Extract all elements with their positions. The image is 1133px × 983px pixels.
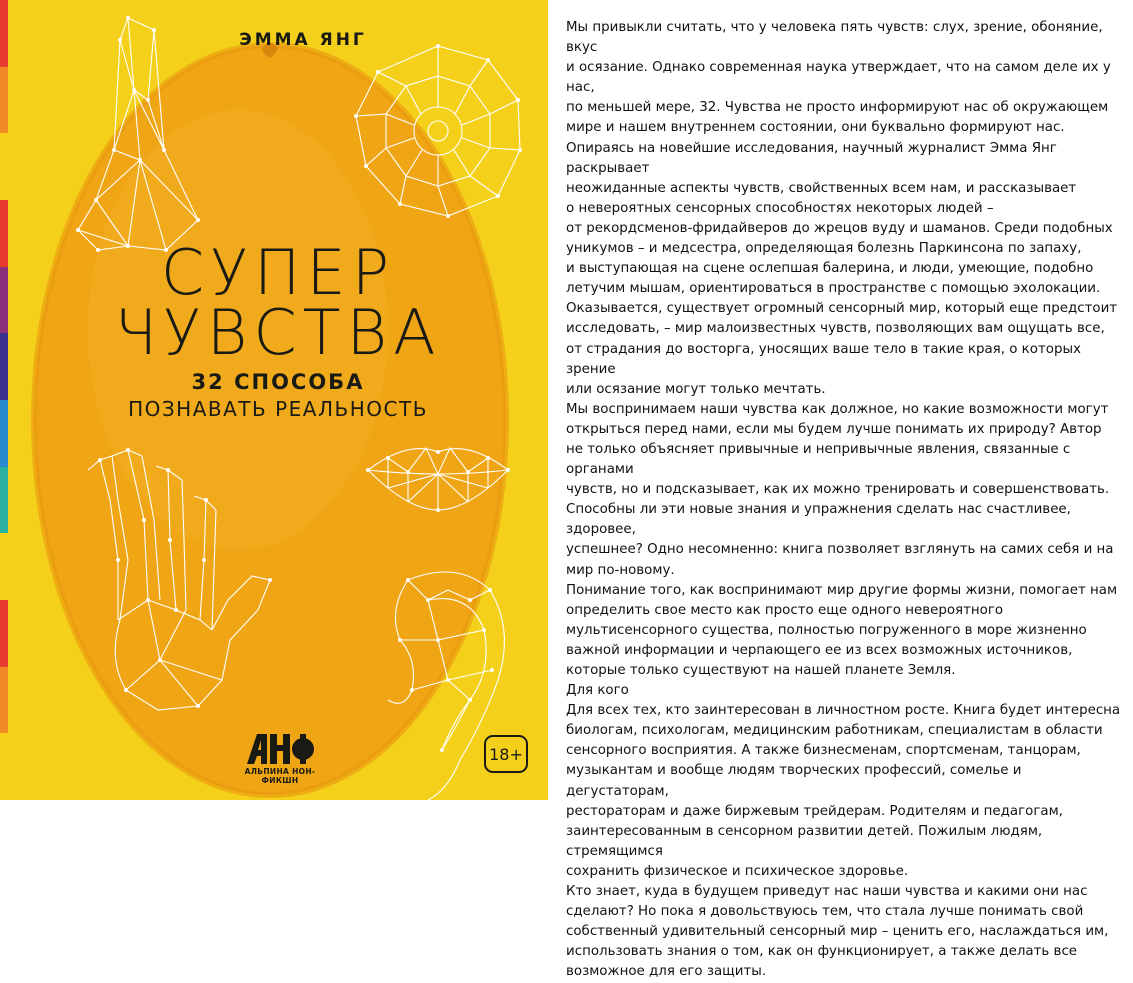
description-line: важной информации и черпающего ее из всех возможных источников, — [566, 642, 1073, 658]
subtitle-line-1: 32 СПОСОБА — [191, 370, 365, 394]
description-line: сделают? Но пока я довольствуюсь тем, что стала лучше понимать свой — [566, 904, 1084, 920]
description-line: не только объясняет привычные и непривычные явления, связанные с органами — [566, 441, 1071, 478]
color-strip-segment — [0, 0, 8, 67]
description-line: Понимание того, как воспринимают мир другие формы жизни, помогает нам — [566, 582, 1118, 598]
color-strip-segment — [0, 600, 8, 667]
description-line: Для всех тех, кто заинтересован в личностном росте. Книга будет интересна — [566, 703, 1121, 719]
description-line: от рекордсменов-фридайверов до жрецов вуду и шаманов. Среди подобных — [566, 220, 1113, 236]
color-strip-segment — [0, 667, 8, 734]
color-strip-segment — [0, 400, 8, 467]
description-line: использовать знания о том, как он функционирует, а также делать все — [566, 944, 1078, 960]
description-line: неожиданные аспекты чувств, свойственных всем нам, и рассказывает — [566, 180, 1077, 196]
description-line: и осязание. Однако современная наука утверждает, что на самом деле их у нас, — [566, 60, 1111, 96]
color-strip-segment — [0, 467, 8, 534]
description-line: рестораторам и даже биржевым трейдерам. Родителям и педагогам, — [566, 803, 1063, 819]
description-line: о невероятных сенсорных способностях некоторых людей – — [566, 200, 994, 216]
color-strip-segment — [0, 67, 8, 134]
description-line: летучим мышам, ориентироваться в пространстве с помощью эхолокации. — [566, 281, 1101, 297]
description-line: исследовать, – мир малоизвестных чувств, позволяющих вам ощущать все, — [566, 321, 1105, 337]
description-line: уникумов – и медсестра, определяющая болезнь Паркинсона по запаху, — [566, 241, 1082, 257]
description-line: сенсорного восприятия. А также бизнесменам, спортсменам, танцорам, — [566, 743, 1081, 759]
description-line: музыкантам и вообще людям творческих профессий, сомелье и дегустаторам, — [566, 763, 1022, 799]
color-strip-segment — [0, 200, 8, 267]
publisher-logo-icon — [245, 732, 315, 766]
publisher-caption: АЛЬПИНА НОН-ФИКШН — [244, 767, 316, 785]
age-rating-badge: 18+ — [484, 735, 528, 773]
description-line: открыться перед нами, если мы будем лучше понимать их природу? Автор — [566, 421, 1102, 437]
description-line: Кто знает, куда в будущем приведут нас наши чувства и какими они нас — [566, 884, 1088, 900]
description-line: Для кого — [566, 683, 629, 699]
description-line: определить свое место как просто еще одного невероятного — [566, 602, 1004, 618]
description-line: мультисенсорного существа, полностью погруженного в море жизненно — [566, 622, 1087, 638]
color-strip-segment — [0, 133, 8, 200]
description-line: которые только существуют на нашей планете Земля. — [566, 663, 956, 678]
author-name: ЭММА ЯНГ — [239, 30, 367, 50]
description-line: Мы привыкли считать, что у человека пять чувств: слух, зрение, обоняние, вкус — [566, 20, 1103, 56]
book-description — [566, 18, 1124, 983]
description-line: или осязание могут только мечтать. — [566, 381, 826, 397]
description-line: по меньшей мере, 32. Чувства не просто информируют нас об окружающем — [566, 100, 1109, 116]
description-line: возможное для его защиты. — [566, 964, 767, 980]
subtitle-line-2: ПОЗНАВАТЬ РЕАЛЬНОСТЬ — [128, 397, 428, 421]
color-strip-segment — [0, 267, 8, 334]
description-line: мир по-новому. — [566, 562, 675, 578]
description-line: Мы воспринимаем наши чувства как должное, но какие возможности могут — [566, 401, 1109, 417]
description-line: собственный удивительный сенсорный мир – ценить его, наслаждаться им, — [566, 924, 1109, 940]
color-strip-segment — [0, 533, 8, 600]
color-strip-segment — [0, 733, 8, 800]
color-strip-segment — [0, 333, 8, 400]
description-line: биологам, психологам, медицинским работникам, специалистам в области — [566, 723, 1103, 739]
description-line: от страдания до восторга, уносящих ваше тело в такие края, о которых зрение — [566, 341, 1081, 377]
description-line: сохранить физическое и психическое здоровье. — [566, 863, 909, 879]
color-strip — [0, 0, 8, 800]
description-line: Способны ли эти новые знания и упражнения сделать нас счастливее, здоровее, — [566, 502, 1071, 538]
title-line-1: СУПЕР — [160, 236, 396, 309]
title-line-2: ЧУВСТВА — [114, 296, 442, 369]
description-line: Опираясь на новейшие исследования, научный журналист Эмма Янг раскрывает — [566, 140, 1057, 176]
description-line: и выступающая на сцене ослепшая балерина, и люди, умеющие, подобно — [566, 261, 1094, 277]
description-line: успешнее? Одно несомненно: книга позволяет взглянуть на самих себя и на — [566, 542, 1114, 558]
book-cover — [8, 0, 548, 800]
description-line: мире и нашем внутреннем состоянии, они буквально формируют нас. — [566, 120, 1065, 136]
description-line: заинтересованным в сенсорном развитии детей. Пожилым людям, стремящимся — [566, 823, 1043, 859]
description-line: чувств, но и подсказывает, как их можно тренировать и совершенствовать. — [566, 482, 1110, 498]
description-line: Оказывается, существует огромный сенсорный мир, который еще предстоит — [566, 301, 1118, 317]
